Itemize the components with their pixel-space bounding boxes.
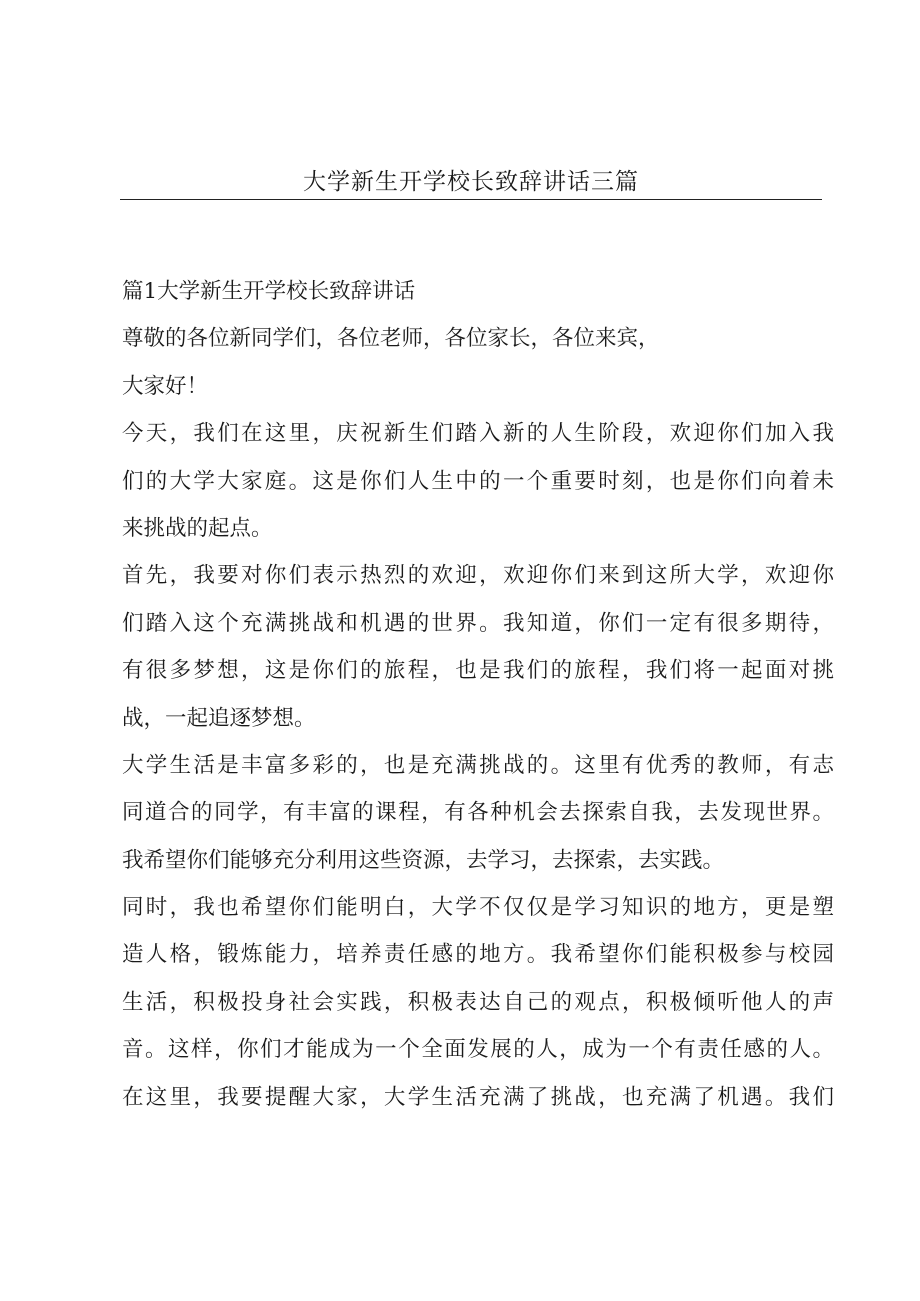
section-heading: 篇1大学新生开学校长致辞讲话 — [122, 279, 416, 304]
text-line: 音。这样，你们才能成为一个全面发展的人，成为一个有责任感的人。 — [122, 1037, 834, 1063]
text-line: 战，一起追逐梦想。 — [122, 705, 316, 731]
text-line: 来挑战的起点。 — [122, 515, 273, 541]
document-body — [122, 272, 834, 1125]
document-title: 大学新生开学校长致辞讲话三篇 — [303, 169, 639, 195]
text-line: 有很多梦想，这是你们的旅程，也是我们的旅程，我们将一起面对挑 — [122, 658, 834, 684]
text-line: 在这里，我要提醒大家，大学生活充满了挑战，也充满了机遇。我们 — [122, 1084, 834, 1110]
salutation-line: 尊敬的各位新同学们，各位老师，各位家长，各位来宾， — [122, 326, 660, 352]
text-line: 同道合的同学，有丰富的课程，有各种机会去探索自我，去发现世界。 — [122, 800, 834, 826]
text-line: 造人格，锻炼能力，培养责任感的地方。我希望你们能积极参与校园 — [122, 942, 834, 968]
text-line: 同时，我也希望你们能明白，大学不仅仅是学习知识的地方，更是塑 — [122, 895, 834, 921]
text-line: 们踏入这个充满挑战和机遇的世界。我知道，你们一定有很多期待， — [122, 610, 834, 636]
text-line: 今天，我们在这里，庆祝新生们踏入新的人生阶段，欢迎你们加入我 — [122, 421, 834, 447]
text-line: 首先，我要对你们表示热烈的欢迎，欢迎你们来到这所大学，欢迎你 — [122, 563, 834, 589]
title-underline — [120, 199, 822, 200]
greeting-line: 大家好！ — [122, 373, 209, 399]
text-line: 我希望你们能够充分利用这些资源，去学习，去探索，去实践。 — [122, 847, 725, 873]
text-line: 大学生活是丰富多彩的，也是充满挑战的。这里有优秀的教师，有志 — [122, 752, 834, 778]
text-line: 们的大学大家庭。这是你们人生中的一个重要时刻，也是你们向着未 — [122, 468, 834, 494]
text-line: 生活，积极投身社会实践，积极表达自己的观点，积极倾听他人的声 — [122, 989, 834, 1015]
